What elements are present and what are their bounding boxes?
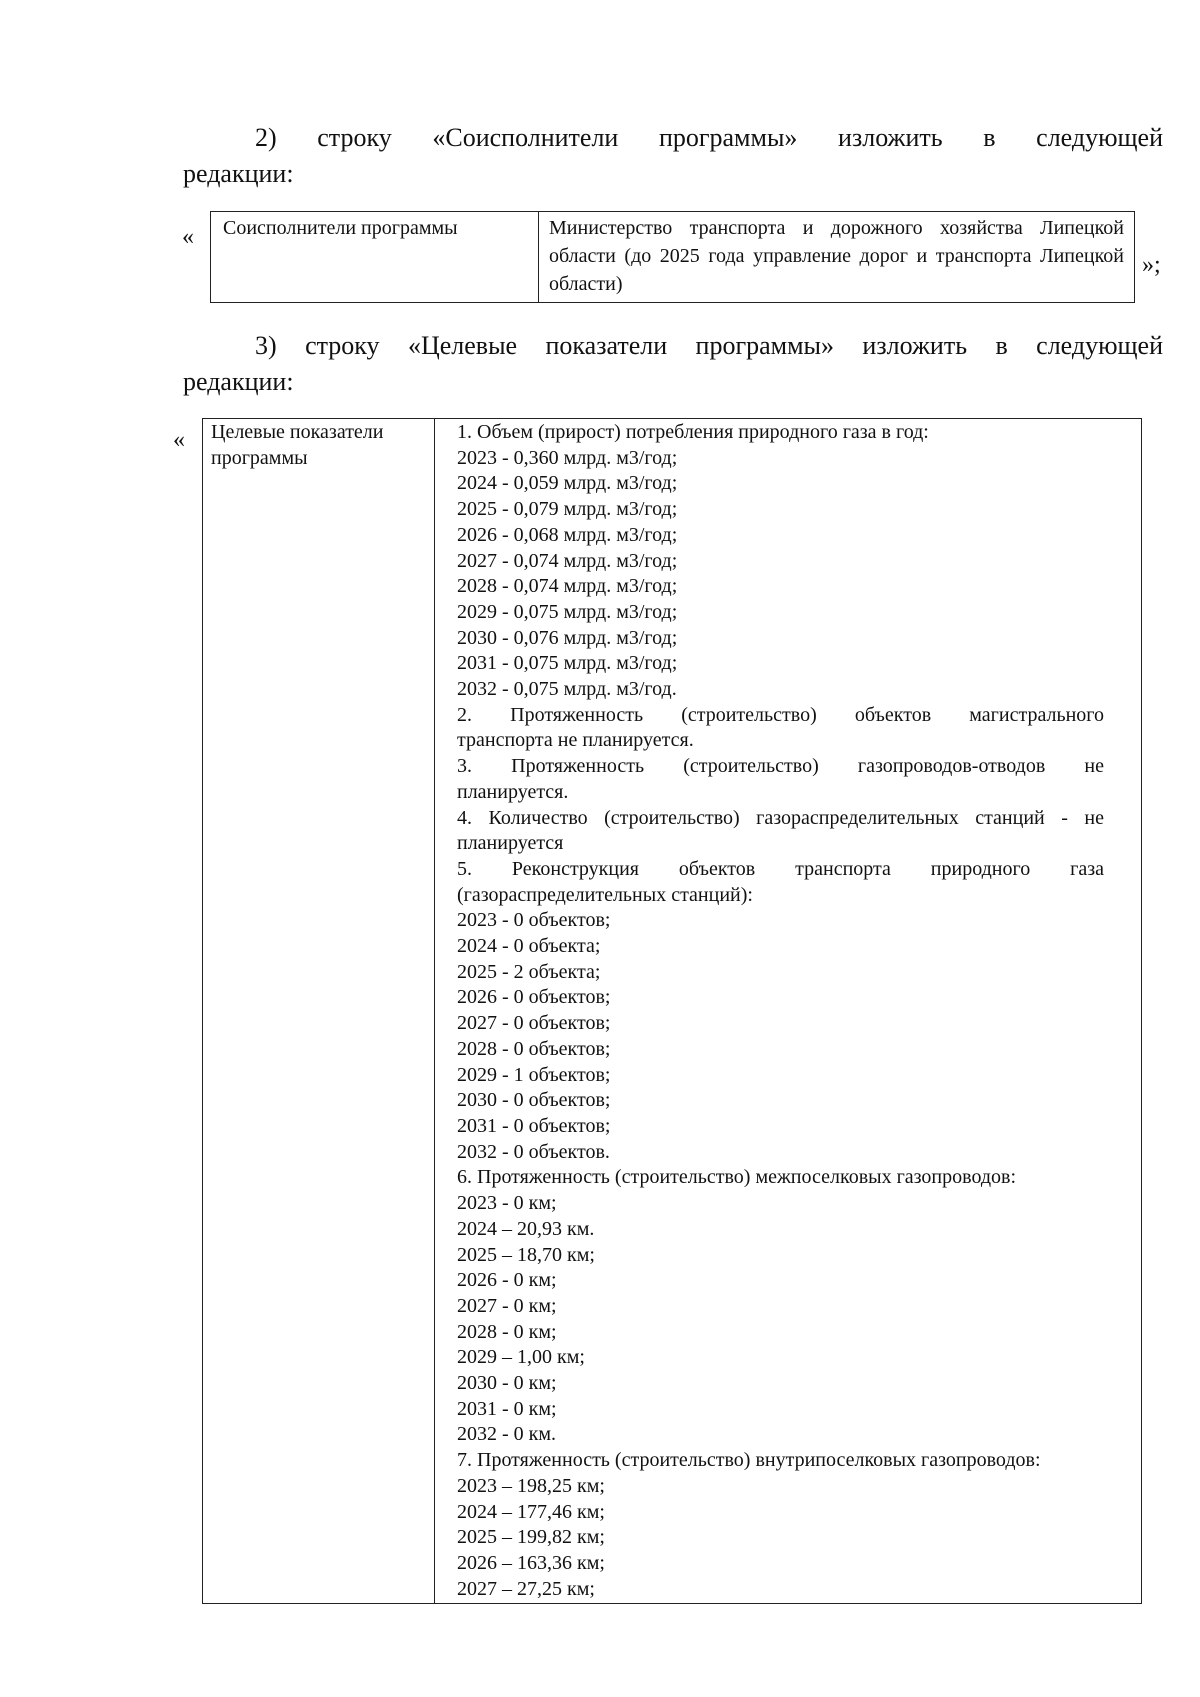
indicator-5-value: 2031 - 0 объектов;	[457, 1114, 611, 1137]
indicator-1-value: 2031 - 0,075 млрд. м3/год;	[457, 652, 678, 675]
indicator-4-line2: планируется	[457, 832, 564, 855]
opening-quote-mark: «	[182, 224, 194, 250]
indicator-6-value: 2025 – 18,70 км;	[457, 1243, 595, 1266]
indicator-4-line1: 4. Количество (строительство) газораспределительных станций - не	[457, 806, 1104, 829]
paragraph-item-3-line1: 3) строку «Целевые показатели программы» изложить в следующей	[255, 331, 1163, 360]
indicator-5-value: 2030 - 0 объектов;	[457, 1089, 611, 1112]
target-indicators-label: Целевые показатели программы	[211, 421, 384, 469]
indicator-5-value: 2026 - 0 объектов;	[457, 986, 611, 1009]
target-indicators-label-cell	[203, 419, 435, 1604]
indicator-6-value: 2024 – 20,93 км.	[457, 1217, 595, 1240]
indicator-7-title: 7. Протяженность (строительство) внутрипоселковых газопроводов:	[457, 1449, 1041, 1472]
coexecutors-content-cell	[539, 212, 1135, 303]
indicator-6-title: 6. Протяженность (строительство) межпоселковых газопроводов:	[457, 1166, 1017, 1189]
paragraph-item-2-line1: 2) строку «Соисполнители программы» изложить в следующей	[255, 123, 1163, 152]
indicator-1-value: 2024 - 0,059 млрд. м3/год;	[457, 472, 678, 495]
indicator-5-value: 2027 - 0 объектов;	[457, 1012, 611, 1035]
indicator-6-value: 2023 - 0 км;	[457, 1192, 557, 1215]
indicator-6-value: 2027 - 0 км;	[457, 1294, 557, 1317]
coexecutors-table	[210, 211, 1135, 303]
indicator-2-line2: транспорта не планируется.	[457, 729, 694, 752]
paragraph-item-3-line2: редакции:	[183, 367, 294, 396]
indicator-6-value: 2030 - 0 км;	[457, 1372, 557, 1395]
indicator-7-value: 2026 – 163,36 км;	[457, 1551, 605, 1574]
indicator-1-value: 2023 - 0,360 млрд. м3/год;	[457, 446, 678, 469]
indicator-1-value: 2025 - 0,079 млрд. м3/год;	[457, 498, 678, 521]
indicator-7-value: 2023 – 198,25 км;	[457, 1474, 605, 1497]
indicator-3-line1: 3. Протяженность (строительство) газопроводов-отводов не	[457, 755, 1104, 778]
indicator-5-line2: (газораспределительных станций):	[457, 883, 753, 906]
paragraph-item-3	[183, 328, 1163, 400]
indicator-6-value: 2029 – 1,00 км;	[457, 1346, 585, 1369]
indicator-6-value: 2032 - 0 км.	[457, 1423, 557, 1446]
paragraph-item-2	[183, 120, 1163, 192]
indicator-6-value: 2028 - 0 км;	[457, 1320, 557, 1343]
indicator-7-value: 2024 – 177,46 км;	[457, 1500, 605, 1523]
indicator-5-value: 2024 - 0 объекта;	[457, 935, 601, 958]
closing-quote-mark: »;	[1142, 252, 1161, 278]
indicator-1-value: 2026 - 0,068 млрд. м3/год;	[457, 523, 678, 546]
coexecutors-label-cell	[211, 212, 539, 303]
indicator-7-value: 2025 – 199,82 км;	[457, 1526, 605, 1549]
indicator-1-value: 2028 - 0,074 млрд. м3/год;	[457, 575, 678, 598]
indicator-1-value: 2032 - 0,075 млрд. м3/год.	[457, 678, 677, 701]
indicator-1-title: 1. Объем (прирост) потребления природного газа в год:	[457, 421, 929, 443]
indicator-1-value: 2030 - 0,076 млрд. м3/год;	[457, 626, 678, 649]
target-indicators-content-cell	[435, 419, 1142, 1604]
indicator-2-line1: 2. Протяженность (строительство) объектов магистрального	[457, 703, 1104, 726]
indicator-5-line1: 5. Реконструкция объектов транспорта природного газа	[457, 857, 1104, 880]
opening-quote-mark-2: «	[173, 427, 185, 453]
paragraph-item-2-line2: редакции:	[183, 159, 294, 188]
indicator-1-value: 2029 - 0,075 млрд. м3/год;	[457, 600, 678, 623]
indicator-7-value: 2027 – 27,25 км;	[457, 1577, 595, 1600]
coexecutors-label: Соисполнители программы	[223, 217, 458, 239]
indicator-5-value: 2032 - 0 объектов.	[457, 1140, 610, 1163]
indicator-1-value: 2027 - 0,074 млрд. м3/год;	[457, 549, 678, 572]
coexecutors-content: Министерство транспорта и дорожного хозяйства Липецкой области (до 2025 года управление дорог и транспорта Липецкой области)	[549, 217, 1124, 295]
indicator-6-value: 2031 - 0 км;	[457, 1397, 557, 1420]
target-indicators-table	[202, 418, 1142, 1604]
indicator-5-value: 2023 - 0 объектов;	[457, 909, 611, 932]
indicator-3-line2: планируется.	[457, 780, 569, 803]
indicator-6-value: 2026 - 0 км;	[457, 1269, 557, 1292]
indicator-5-value: 2025 - 2 объекта;	[457, 960, 601, 983]
indicator-5-value: 2029 - 1 объектов;	[457, 1063, 611, 1086]
indicator-5-value: 2028 - 0 объектов;	[457, 1037, 611, 1060]
